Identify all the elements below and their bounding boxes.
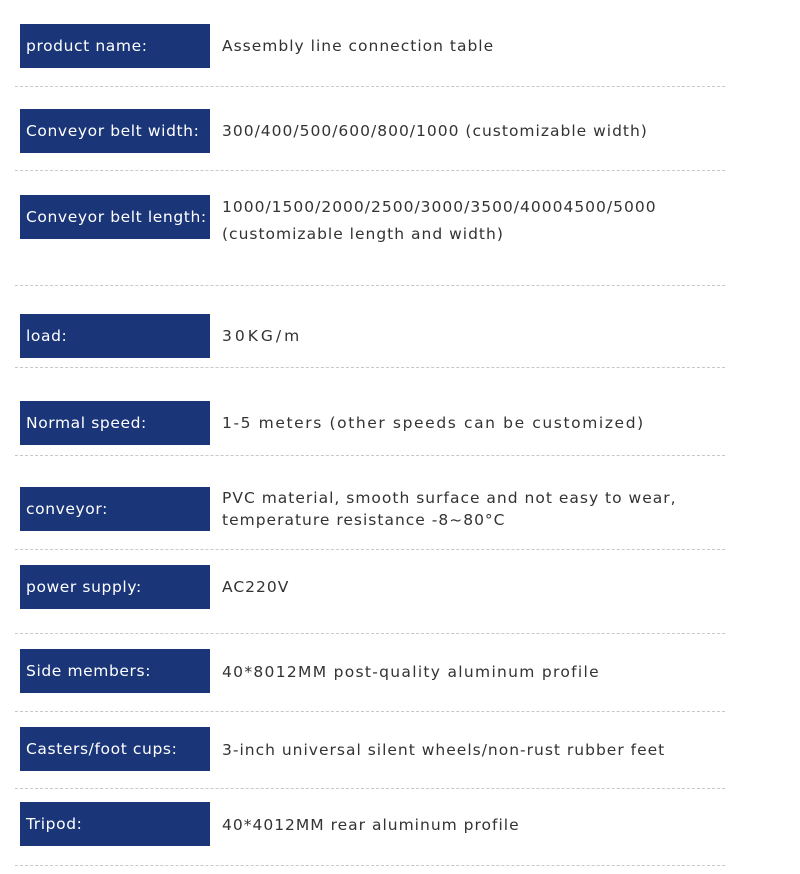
spec-label-product-name: product name: (20, 24, 210, 68)
spec-label-belt-width: Conveyor belt width: (20, 109, 210, 153)
spec-value-belt-length-line2: (customizable length and width) (222, 225, 504, 243)
row-divider (15, 285, 725, 286)
spec-value-conveyor-line2: temperature resistance -8~80°C (222, 511, 506, 529)
spec-value-belt-length (222, 194, 782, 248)
spec-value-side-members: 40*8012MM post-quality aluminum profile (222, 663, 600, 681)
spec-label-load: load: (20, 314, 210, 358)
row-divider (15, 633, 725, 634)
spec-label-casters: Casters/foot cups: (20, 727, 210, 771)
spec-label-belt-length: Conveyor belt length: (20, 195, 210, 239)
spec-label-tripod: Tripod: (20, 802, 210, 846)
row-divider (15, 86, 725, 87)
row-divider (15, 367, 725, 368)
spec-value-conveyor-line1: PVC material, smooth surface and not easy to wear, (222, 489, 677, 507)
spec-value-load: 30KG/m (222, 327, 303, 345)
row-divider (15, 865, 725, 866)
spec-value-normal-speed: 1-5 meters (other speeds can be customized) (222, 414, 645, 432)
spec-label-power-supply: power supply: (20, 565, 210, 609)
spec-value-conveyor (222, 487, 782, 531)
spec-value-belt-width: 300/400/500/600/800/1000 (customizable width) (222, 122, 648, 140)
row-divider (15, 170, 725, 171)
spec-value-product-name: Assembly line connection table (222, 37, 495, 55)
spec-value-tripod: 40*4012MM rear aluminum profile (222, 816, 520, 834)
row-divider (15, 711, 725, 712)
row-divider (15, 455, 725, 456)
spec-label-conveyor: conveyor: (20, 487, 210, 531)
row-divider (15, 549, 725, 550)
spec-value-casters: 3-inch universal silent wheels/non-rust rubber feet (222, 741, 666, 759)
spec-value-power-supply: AC220V (222, 578, 290, 596)
spec-value-belt-length-line1: 1000/1500/2000/2500/3000/3500/40004500/5000 (222, 198, 657, 216)
row-divider (15, 788, 725, 789)
spec-label-side-members: Side members: (20, 649, 210, 693)
spec-label-normal-speed: Normal speed: (20, 401, 210, 445)
